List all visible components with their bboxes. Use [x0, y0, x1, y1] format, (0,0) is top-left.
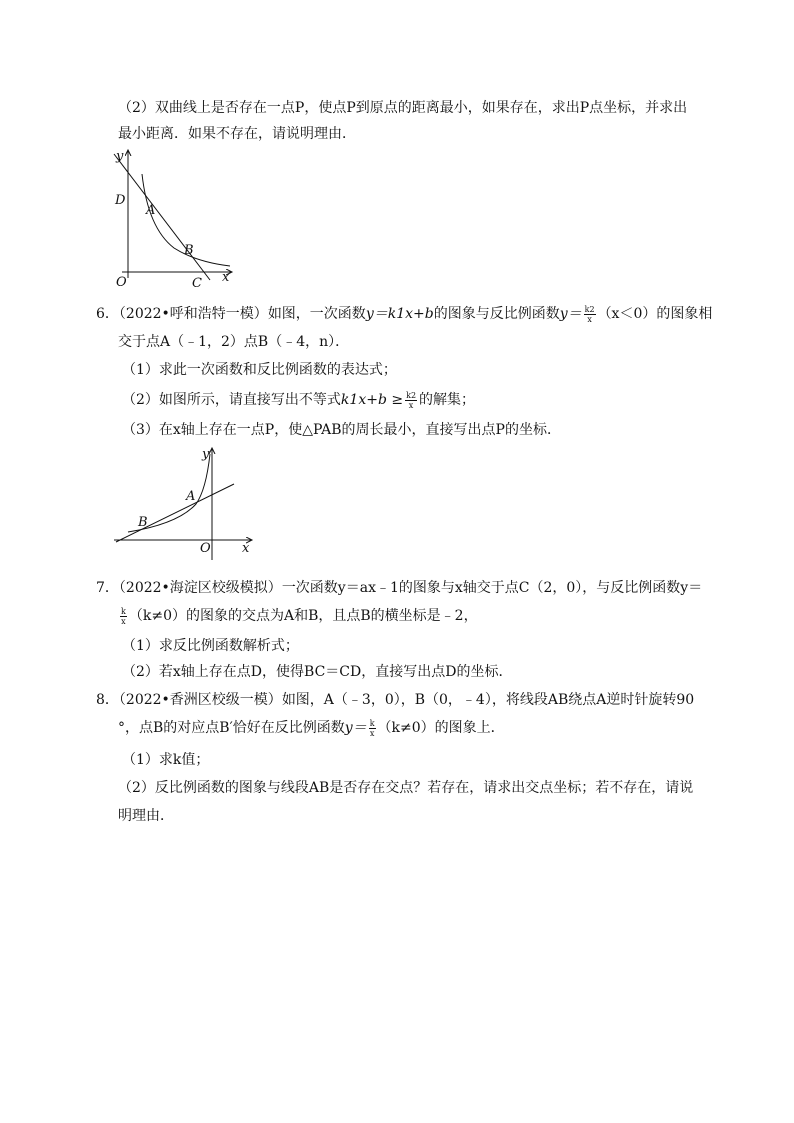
q8-fraction-k-x: $\frac{k}{x}$ — [369, 718, 375, 738]
q7-source: （2022•海淀区校级模拟） — [118, 580, 282, 596]
q6-part3: （3）在x轴上存在一点P，使△PAB的周长最小，直接写出点P的坐标． — [122, 422, 561, 438]
q6-line2: 交于点A（﹣1，2）点B（﹣4，n）． — [118, 334, 350, 350]
q6-label-O: O — [200, 541, 211, 556]
q6-linear-function: y＝k1x+b — [365, 306, 434, 322]
q6-part2-b: 的解集； — [419, 392, 476, 408]
q7-part2: （2）若x轴上存在点D，使得BC＝CD，直接写出点D的坐标． — [122, 664, 513, 680]
q6-part2 — [122, 390, 475, 410]
q6-line1 — [96, 304, 712, 324]
q8-stem: 如图，A（﹣3，0），B（0，﹣4），将线段AB绕点A逆时针旋转90 — [281, 692, 695, 708]
q5-label-O: O — [116, 275, 127, 290]
q7-line2 — [118, 606, 478, 626]
q6-label-y: y — [202, 447, 210, 462]
q6-part2-a: （2）如图所示，请直接写出不等式 — [122, 392, 341, 408]
q6-linear-graph — [116, 484, 234, 542]
q6-inequality: k1x+b ≥ — [340, 392, 404, 408]
q7-fraction-k-x: $\frac{k}{x}$ — [121, 606, 126, 626]
q6-stem-c: （x＜0）的图象相 — [597, 306, 713, 322]
q5-label-A: A — [146, 203, 156, 218]
q6-fraction-k2-x: $\frac{k2}{x}$ — [584, 304, 595, 324]
q8-part1: （1）求k值； — [122, 752, 210, 768]
q8-line2-a: °，点B的对应点B′恰好在反比例函数 — [118, 720, 345, 736]
q5-label-D: D — [115, 193, 126, 208]
q6-label-A: A — [186, 489, 196, 504]
q6-part1: （1）求此一次函数和反比例函数的表达式； — [122, 362, 397, 378]
q7-part1: （1）求反比例函数解析式； — [122, 638, 299, 654]
q8-part2-line1: （2）反比例函数的图象与线段AB是否存在交点？若存在，请求出交点坐标；若不存在，请说 — [118, 780, 694, 796]
q5-label-x: x — [222, 270, 230, 285]
q6-stem-b: 的图象与反比例函数 — [433, 306, 560, 322]
q5-label-C: C — [192, 276, 202, 291]
q8-line2-b: （k≠0）的图象上． — [377, 720, 505, 736]
q6-figure — [108, 442, 258, 562]
q5-label-B: B — [184, 243, 194, 258]
q6-stem-a: 如图，一次函数 — [267, 306, 366, 322]
q7-stem: 一次函数y＝ax﹣1的图象与x轴交于点C（2，0），与反比例函数y＝ — [281, 580, 703, 596]
q5-part2-line1: （2）双曲线上是否存在一点P，使点P到原点的距离最小，如果存在，求出P点坐标，并求出 — [118, 100, 688, 116]
q7-line2-text: （k≠0）的图象的交点为A和B，且点B的横坐标是﹣2， — [128, 608, 478, 624]
q5-figure — [108, 144, 238, 292]
q6-part2-fraction: $\frac{k2}{x}$ — [406, 390, 417, 410]
q6-label-B: B — [138, 515, 148, 530]
q8-y-eq: y＝ — [344, 720, 367, 736]
q8-line2 — [118, 718, 505, 738]
q6-source: （2022•呼和浩特一模） — [118, 306, 268, 322]
q8-number: 8． — [96, 692, 119, 708]
q6-label-x: x — [242, 541, 250, 556]
q8-source: （2022•香洲区校级一模） — [118, 692, 282, 708]
q7-number: 7． — [96, 580, 119, 596]
q6-y-eq: y＝ — [559, 306, 582, 322]
q8-line1 — [96, 690, 694, 710]
q8-part2-line2: 明理由． — [118, 808, 174, 824]
q5-label-y: y — [116, 149, 124, 164]
q7-line1 — [96, 578, 702, 598]
q5-part2-line2: 最小距离．如果不存在，请说明理由． — [118, 126, 356, 142]
q6-number: 6． — [96, 306, 119, 322]
